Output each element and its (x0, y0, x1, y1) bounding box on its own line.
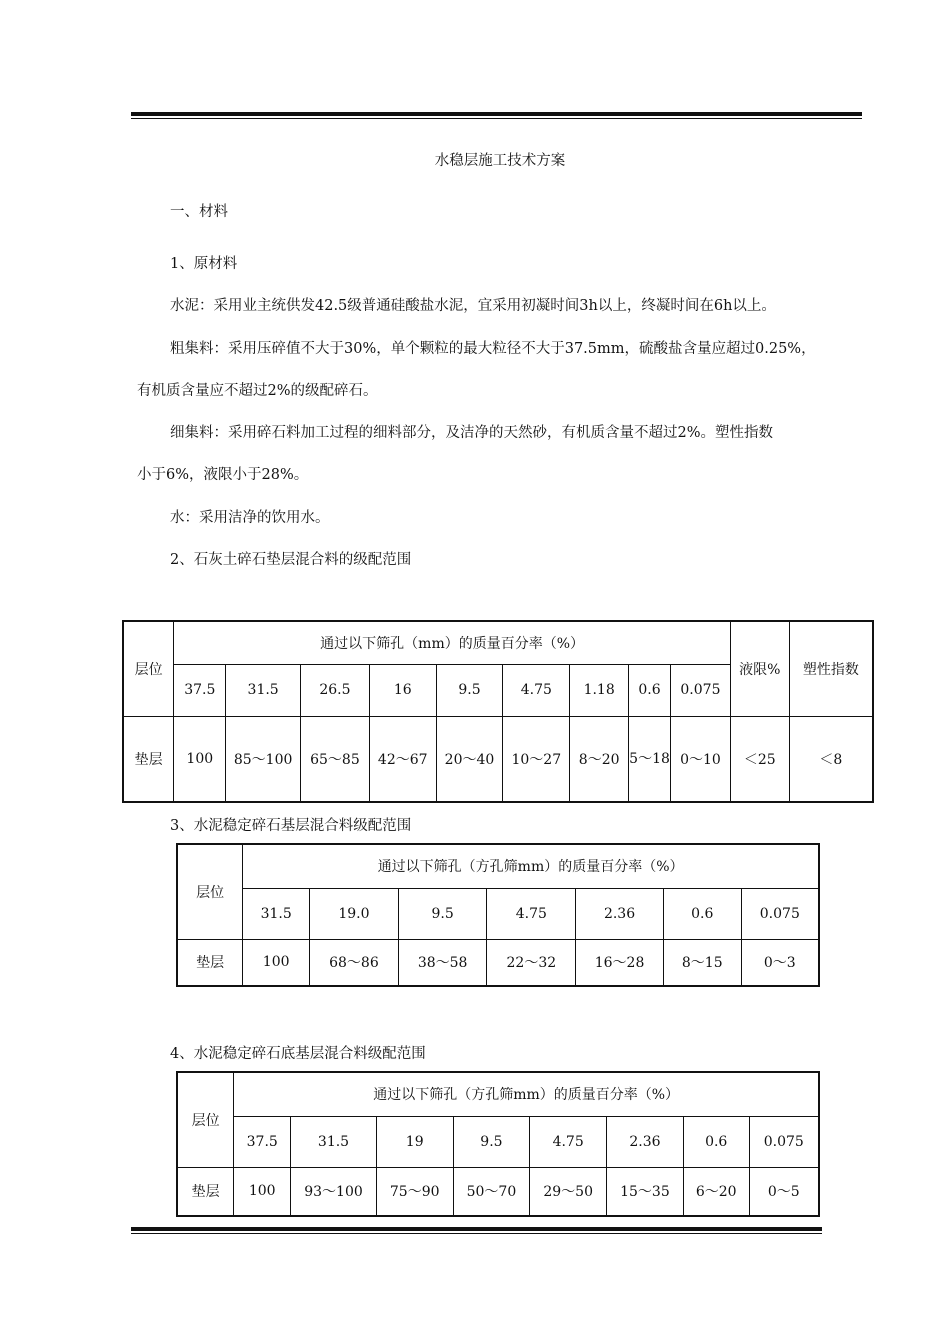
row-label: 垫层 (177, 939, 243, 986)
section-heading-materials: 一、材料 (170, 204, 228, 220)
layer-header: 层位 (123, 621, 174, 716)
document-title: 水稳层施工技术方案 (434, 153, 566, 169)
sieve-size: 26.5 (301, 664, 370, 716)
pass-percent: 8～20 (570, 716, 629, 802)
row-label: 垫层 (177, 1167, 234, 1216)
pass-percent: 42～67 (369, 716, 436, 802)
sieve-header: 通过以下筛孔（mm）的质量百分率（%） (174, 621, 731, 664)
subheading-cement-base-gradation: 3、水泥稳定碎石基层混合料级配范围 (170, 818, 412, 834)
pass-percent: 100 (243, 939, 310, 986)
sieve-size: 9.5 (436, 664, 503, 716)
plasticity-index-header: 塑性指数 (789, 621, 873, 716)
layer-header: 层位 (177, 844, 243, 939)
gradation-table-lime-soil (122, 620, 874, 803)
sieve-size: 31.5 (243, 888, 310, 939)
sieve-size: 37.5 (174, 664, 226, 716)
layer-header: 层位 (177, 1072, 234, 1167)
sieve-size: 1.18 (570, 664, 629, 716)
pass-percent: 6～20 (683, 1167, 749, 1216)
header-rule (131, 112, 862, 119)
row-label: 垫层 (123, 716, 174, 802)
pass-percent: 20～40 (436, 716, 503, 802)
sieve-size: 0.6 (663, 888, 741, 939)
sieve-size: 16 (369, 664, 436, 716)
plasticity-index-value: ＜8 (789, 716, 873, 802)
sieve-header: 通过以下筛孔（方孔筛mm）的质量百分率（%） (234, 1072, 819, 1116)
pass-percent: 68～86 (310, 939, 399, 986)
pass-percent: 0～10 (670, 716, 730, 802)
pass-percent: 85～100 (226, 716, 301, 802)
sieve-size: 9.5 (453, 1116, 530, 1167)
sieve-size: 19 (376, 1116, 453, 1167)
sieve-size: 0.075 (749, 1116, 819, 1167)
sieve-size: 19.0 (310, 888, 399, 939)
sieve-size: 4.75 (503, 664, 570, 716)
pass-percent: 15～35 (607, 1167, 684, 1216)
sieve-size: 0.6 (683, 1116, 749, 1167)
sieve-size: 2.36 (607, 1116, 684, 1167)
sieve-size: 0.6 (629, 664, 671, 716)
pass-percent: 29～50 (530, 1167, 607, 1216)
liquid-limit-header: 液限% (730, 621, 789, 716)
sieve-size: 4.75 (487, 888, 576, 939)
gradation-table-cement-subbase (176, 1071, 820, 1217)
fine-aggregate-line-1: 细集料：采用碎石料加工过程的细料部分，及洁净的天然砂，有机质含量不超过2%。塑性指数 (170, 425, 773, 441)
sieve-header: 通过以下筛孔（方孔筛mm）的质量百分率（%） (243, 844, 819, 888)
sieve-size: 0.075 (670, 664, 730, 716)
pass-percent: 100 (234, 1167, 291, 1216)
sieve-size: 4.75 (530, 1116, 607, 1167)
pass-percent: 16～28 (576, 939, 664, 986)
pass-percent: 93～100 (291, 1167, 377, 1216)
cement-paragraph: 水泥：采用业主统供发42.5级普通硅酸盐水泥，宜采用初凝时间3h以上，终凝时间在6h以上。 (170, 298, 776, 314)
subheading-lime-soil-gradation: 2、石灰土碎石垫层混合料的级配范围 (170, 552, 412, 568)
pass-percent: 0～5 (749, 1167, 819, 1216)
sieve-size: 31.5 (226, 664, 301, 716)
pass-percent: 22～32 (487, 939, 576, 986)
sieve-size: 9.5 (398, 888, 487, 939)
sieve-size: 0.075 (741, 888, 819, 939)
pass-percent: 50～70 (453, 1167, 530, 1216)
coarse-aggregate-line-1: 粗集料：采用压碎值不大于30%，单个颗粒的最大粒径不大于37.5mm，硫酸盐含量应超过0.25%， (170, 341, 816, 357)
gradation-table-cement-base (176, 843, 820, 987)
pass-percent: 65～85 (301, 716, 370, 802)
liquid-limit-value: ＜25 (730, 716, 789, 802)
water-paragraph: 水：采用洁净的饮用水。 (170, 510, 330, 526)
pass-percent: 5～18 (629, 716, 671, 802)
pass-percent: 8～15 (663, 939, 741, 986)
pass-percent: 38～58 (398, 939, 487, 986)
sieve-size: 37.5 (234, 1116, 291, 1167)
sieve-size: 2.36 (576, 888, 664, 939)
pass-percent: 0～3 (741, 939, 819, 986)
coarse-aggregate-line-2: 有机质含量应不超过2%的级配碎石。 (137, 383, 378, 399)
pass-percent: 10～27 (503, 716, 570, 802)
footer-rule (131, 1227, 822, 1234)
subheading-raw-materials: 1、原材料 (170, 256, 238, 272)
subheading-cement-subbase-gradation: 4、水泥稳定碎石底基层混合料级配范围 (170, 1046, 426, 1062)
sieve-size: 31.5 (291, 1116, 377, 1167)
pass-percent: 75～90 (376, 1167, 453, 1216)
pass-percent: 100 (174, 716, 226, 802)
fine-aggregate-line-2: 小于6%，液限小于28%。 (137, 467, 309, 483)
